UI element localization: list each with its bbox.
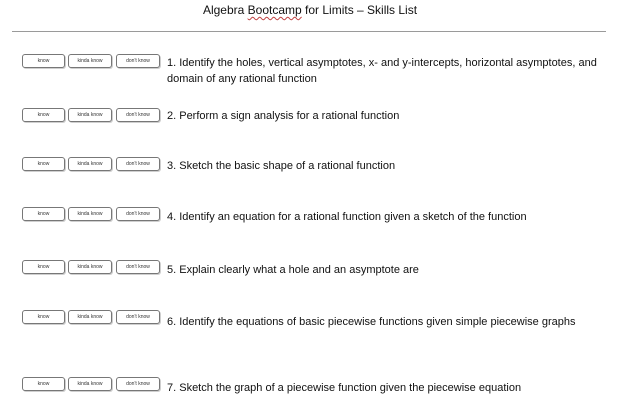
- skill-text-4: 4. Identify an equation for a rational function given a sketch of the function: [167, 211, 527, 223]
- dont-know-button-6[interactable]: don't know: [116, 310, 160, 324]
- dont-know-button-4[interactable]: don't know: [116, 207, 160, 221]
- kinda-know-button-4[interactable]: kinda know: [68, 207, 112, 221]
- title-bootcamp-word: Bootcamp: [247, 3, 302, 17]
- dont-know-button-1[interactable]: don't know: [116, 54, 160, 68]
- kinda-know-button-3[interactable]: kinda know: [68, 157, 112, 171]
- kinda-know-button-6[interactable]: kinda know: [68, 310, 112, 324]
- skill-text-6: 6. Identify the equations of basic piecewise functions given simple piecewise graphs: [167, 316, 576, 328]
- kinda-know-button-7[interactable]: kinda know: [68, 377, 112, 391]
- know-button-2[interactable]: know: [22, 108, 65, 122]
- know-button-6[interactable]: know: [22, 310, 65, 324]
- skill-text-2: 2. Perform a sign analysis for a rational function: [167, 110, 400, 122]
- kinda-know-button-1[interactable]: kinda know: [68, 54, 112, 68]
- page-title: [0, 3, 620, 17]
- dont-know-button-2[interactable]: don't know: [116, 108, 160, 122]
- dont-know-button-3[interactable]: don't know: [116, 157, 160, 171]
- title-prefix: Algebra: [202, 3, 248, 17]
- know-button-1[interactable]: know: [22, 54, 65, 68]
- title-suffix: for Limits – Skills List: [301, 3, 418, 17]
- skill-text-7: 7. Sketch the graph of a piecewise function given the piecewise equation: [167, 382, 522, 394]
- kinda-know-button-5[interactable]: kinda know: [68, 260, 112, 274]
- dont-know-button-7[interactable]: don't know: [116, 377, 160, 391]
- kinda-know-button-2[interactable]: kinda know: [68, 108, 112, 122]
- know-button-7[interactable]: know: [22, 377, 65, 391]
- skill-text-5: 5. Explain clearly what a hole and an asymptote are: [167, 264, 419, 276]
- know-button-4[interactable]: know: [22, 207, 65, 221]
- know-button-3[interactable]: know: [22, 157, 65, 171]
- skill-text-1: 1. Identify the holes, vertical asymptotes, x- and y-intercepts, horizontal asymptotes, and domain of any rational function: [167, 57, 597, 85]
- header-divider: [12, 31, 606, 32]
- skill-text-3: 3. Sketch the basic shape of a rational function: [167, 160, 396, 172]
- dont-know-button-5[interactable]: don't know: [116, 260, 160, 274]
- know-button-5[interactable]: know: [22, 260, 65, 274]
